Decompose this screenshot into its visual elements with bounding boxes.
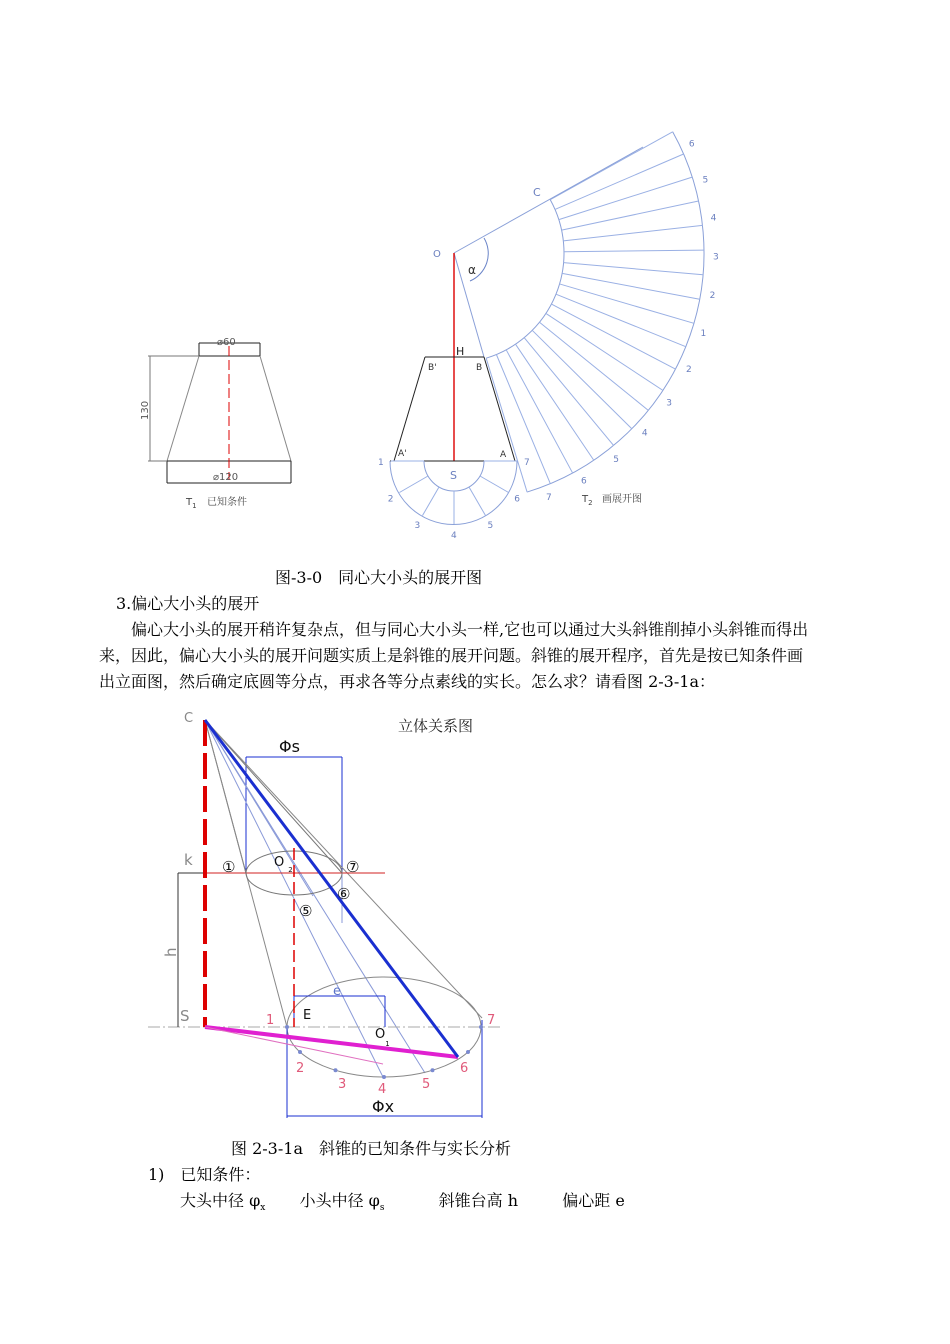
t1-caption-prefix: $T_1$ — [186, 497, 197, 510]
center-s-label: S — [450, 469, 457, 482]
label-o2: O $_2$ — [274, 855, 293, 874]
division-dot — [479, 1025, 483, 1029]
outer-arc-label: 4 — [641, 428, 648, 439]
known-heading: 1) 已知条件： — [148, 1165, 261, 1184]
b-left-label: B' — [428, 363, 437, 373]
body-paragraph: 偏心大小头的展开稍许复杂点，但与同心大小头一样,它也可以通过大头斜锥削掉小头斜锥而得出来，因此，偏心大小头的展开问题实质上是斜锥的展开问题。斜锥的展开程序，首先是按已知条件画出立面图，然后确定底圆等分点，再求各等分点素线的实长。怎么求？请看图 2-3-1a： — [99, 620, 809, 691]
a-right-label: A — [500, 450, 507, 460]
t1-bottom-diameter: ⌀120 — [213, 472, 239, 483]
outer-arc-label: 3 — [712, 252, 719, 263]
ray-line — [564, 250, 704, 252]
division-points — [285, 1025, 483, 1079]
label-phi-x: Φx — [372, 1097, 395, 1116]
ray-line — [564, 263, 703, 275]
a-left-label: A' — [398, 449, 407, 459]
base-1: 1 — [266, 1013, 275, 1028]
base-division-line — [480, 476, 509, 493]
circle-7: ⑦ — [346, 858, 360, 876]
circle-1: ① — [222, 858, 236, 876]
division-dot — [466, 1050, 470, 1054]
known-values: 大头中径 $\varphi_x$ 小头中径 $\varphi_s$ 斜锥台高 h 偏心距 e — [180, 1191, 625, 1213]
base-circle-label: 1 — [378, 458, 384, 468]
outer-arc-label: 5 — [613, 454, 619, 465]
label-s: S — [180, 1007, 190, 1025]
outer-arc-label: 3 — [666, 398, 673, 409]
outer-arc-labels — [546, 139, 719, 503]
outer-arc-label: 2 — [685, 364, 692, 375]
base-division-line — [469, 487, 486, 516]
t1-height-dim: 130 — [140, 400, 151, 420]
stereo-title: 立体关系图 — [398, 717, 474, 735]
base-circle-label: 4 — [451, 531, 457, 541]
t1-caption: 已知条件 — [207, 497, 247, 508]
big-diameter-label: 大头中径 φ — [180, 1191, 261, 1210]
division-dot — [334, 1068, 338, 1072]
circle-6: ⑥ — [337, 885, 351, 903]
division-dot — [285, 1025, 289, 1029]
t2-caption: 画展开图 — [602, 494, 642, 505]
outer-arc-label: 2 — [709, 291, 716, 302]
base-4: 4 — [378, 1082, 387, 1097]
division-dot — [431, 1068, 435, 1072]
figure-concentric-reducer — [0, 0, 950, 560]
t1-top-diameter: ⌀60 — [217, 337, 236, 348]
label-h: h — [162, 947, 180, 957]
ray-line — [551, 304, 675, 369]
label-e-offset: e — [333, 984, 341, 999]
section-heading: 3.偏心大小头的展开 — [116, 594, 260, 613]
t1-drawing — [148, 343, 291, 483]
outer-arc-label: 1 — [700, 328, 707, 339]
arc-point-c: C — [533, 186, 541, 199]
label-c: C — [184, 711, 194, 726]
base-circle-label: 5 — [487, 521, 494, 532]
outer-arc-label: 6 — [581, 476, 587, 487]
division-dot — [382, 1075, 386, 1079]
base-5: 5 — [422, 1077, 431, 1092]
circle-5: ⑤ — [299, 902, 313, 920]
h-label: H — [456, 345, 465, 358]
outer-arc-label: 4 — [710, 213, 717, 224]
b-right-label: B — [476, 363, 483, 373]
base-circle-label: 7 — [524, 458, 530, 468]
t2-drawing — [387, 132, 704, 525]
base-7: 7 — [487, 1013, 496, 1028]
ray-line — [562, 273, 700, 299]
figure1-caption: 图-3-0 同心大小头的展开图 — [275, 568, 483, 587]
outer-arc-label: 6 — [688, 139, 695, 150]
ray-line — [546, 313, 663, 390]
ray-line — [562, 201, 699, 230]
base-2: 2 — [296, 1061, 305, 1076]
ray-line — [516, 344, 594, 460]
angle-alpha: α — [468, 263, 476, 277]
base-3: 3 — [338, 1077, 347, 1092]
inner-arc — [486, 200, 564, 359]
offset-label: 偏心距 e — [562, 1191, 625, 1210]
t2-caption-prefix: $T_2$ — [582, 494, 593, 507]
label-e-box: E — [303, 1008, 312, 1023]
base-circle-label: 2 — [387, 494, 394, 505]
base-division-line — [423, 487, 440, 516]
base-division-line — [399, 476, 428, 493]
ray-line — [524, 338, 613, 446]
base-circle-label: 6 — [514, 494, 520, 505]
apex-label: O — [433, 249, 441, 260]
figure2-caption: 图 2-3-1a 斜锥的已知条件与实长分析 — [231, 1139, 511, 1158]
small-diameter-label: 小头中径 φ — [299, 1191, 380, 1210]
label-o1: $O_1$ — [375, 1027, 390, 1048]
ray-lines — [486, 132, 704, 492]
ray-line — [563, 225, 702, 240]
base-6: 6 — [460, 1061, 469, 1076]
division-dot — [298, 1050, 302, 1054]
ray-line — [532, 330, 632, 428]
cone-height-label: 斜锥台高 h — [438, 1191, 519, 1210]
base-circle-label: 3 — [414, 521, 421, 532]
label-phi-s: Φs — [279, 737, 300, 756]
outer-arc-label: 7 — [545, 493, 552, 504]
label-k: k — [184, 851, 193, 869]
ray-line — [555, 154, 684, 209]
ray-line — [539, 322, 648, 410]
outer-arc-label: 5 — [702, 175, 709, 186]
ray-line — [506, 350, 572, 473]
